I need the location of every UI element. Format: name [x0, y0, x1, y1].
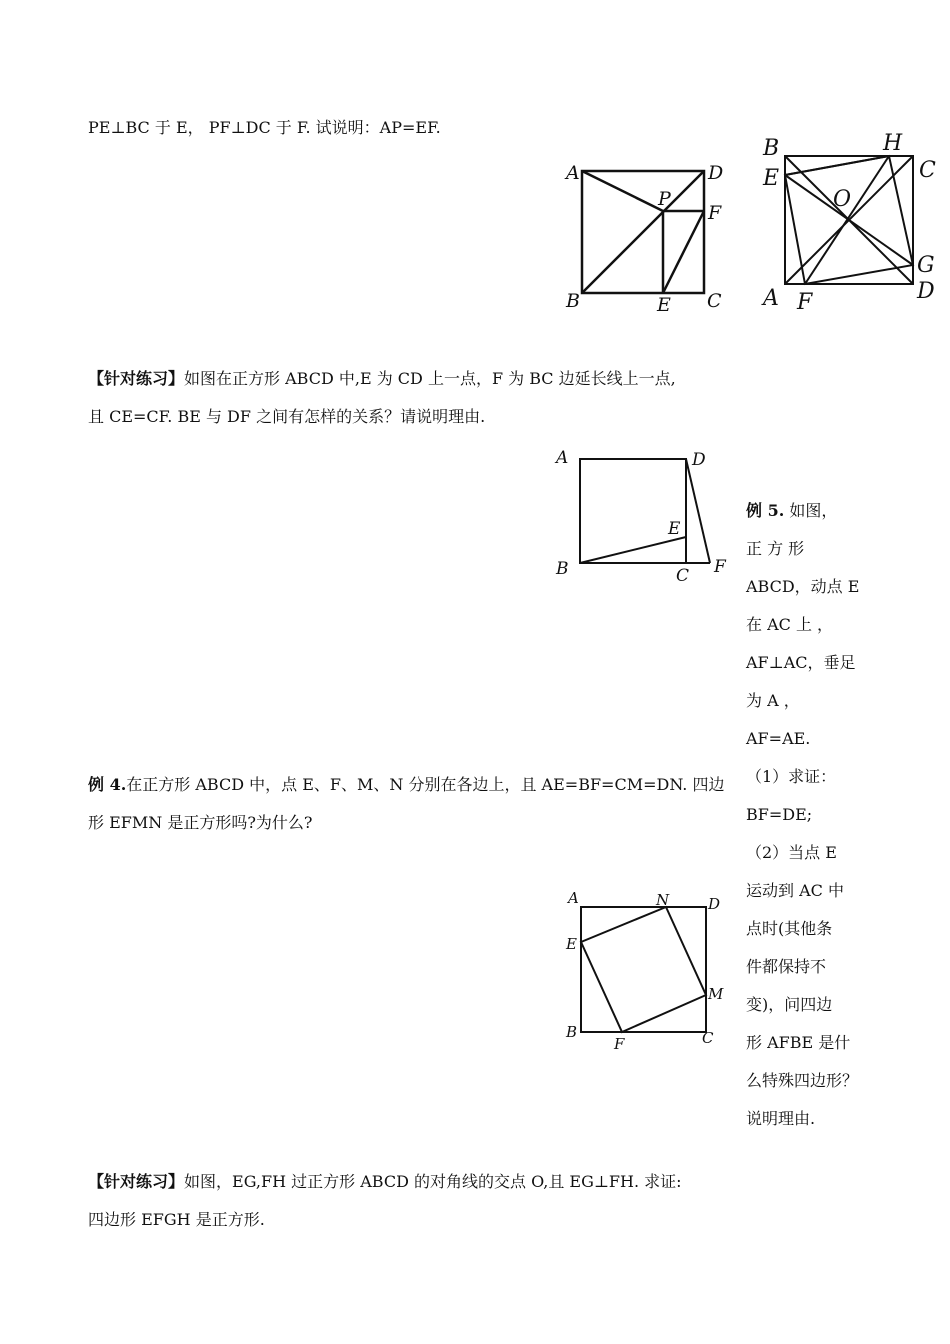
- label-f: F: [614, 1035, 625, 1053]
- label-a: A: [763, 286, 779, 311]
- label-b: B: [763, 136, 780, 161]
- example-5-line: 形 AFBE 是什: [746, 1033, 851, 1052]
- label-c: C: [676, 566, 690, 586]
- example-5-line: 为 A ，: [746, 691, 800, 710]
- example-4-tag: 例 4.: [88, 775, 127, 794]
- label-d: D: [708, 895, 721, 913]
- practice-1-line-1: 【针对练习】如图在正方形 ABCD 中,E 为 CD 上一点，F 为 BC 边延长线上一点,: [88, 369, 676, 388]
- figure-square-efgh: [755, 125, 945, 320]
- label-m: M: [708, 985, 724, 1003]
- example-5-line: 例 5. 如图，: [746, 501, 838, 520]
- example-5-line: 点时(其他条: [746, 919, 833, 938]
- label-b: B: [556, 559, 569, 579]
- label-d: D: [692, 450, 706, 470]
- practice-1-line-2: 且 CE=CF. BE 与 DF 之间有怎样的关系？请说明理由.: [88, 407, 486, 426]
- figure-square-be-df: [548, 440, 738, 590]
- label-a: A: [556, 448, 569, 468]
- label-h: H: [883, 131, 903, 156]
- label-p: P: [658, 188, 671, 210]
- example-5-line: 变)，问四边: [746, 995, 833, 1014]
- label-a: A: [568, 889, 579, 907]
- label-d: D: [708, 162, 724, 184]
- diagonal-bd: [582, 171, 704, 293]
- segment-df: [686, 459, 710, 563]
- segment-ef: [663, 211, 704, 293]
- square-abcd: [581, 907, 706, 1032]
- practice-2-line-1: 【针对练习】如图，EG,FH 过正方形 ABCD 的对角线的交点 O,且 EG⊥FH. 求证:: [88, 1172, 682, 1191]
- label-g: G: [917, 253, 935, 278]
- example-5-line: AF=AE.: [746, 729, 811, 748]
- example-5-line: 件都保持不: [746, 957, 827, 976]
- problem-text-line: PE⊥BC 于 E， PF⊥DC 于 F. 试说明：AP=EF.: [88, 118, 441, 137]
- segment-fh: [805, 156, 889, 284]
- segment-ap: [582, 171, 663, 211]
- label-c: C: [919, 158, 936, 183]
- label-b: B: [566, 1023, 578, 1041]
- quad-efmn: [581, 907, 706, 1032]
- label-e: E: [763, 166, 780, 191]
- example-4-line-2: 形 EFMN 是正方形吗?为什么?: [88, 813, 313, 832]
- example-5-line: ABCD，动点 E: [746, 577, 860, 596]
- figure-square-p: [560, 155, 740, 320]
- practice-2-line-2: 四边形 EFGH 是正方形.: [88, 1210, 265, 1229]
- square-abcd: [580, 459, 686, 563]
- example-5-line: BF=DE;: [746, 805, 813, 824]
- practice-1-tag: 【针对练习】: [88, 369, 185, 388]
- figure-square-efmn: [560, 885, 735, 1055]
- label-o: O: [833, 187, 852, 212]
- example-5-line: 说明理由.: [746, 1109, 816, 1128]
- label-c: C: [707, 290, 722, 312]
- practice-2-tag: 【针对练习】: [88, 1172, 185, 1191]
- label-a: A: [566, 162, 580, 184]
- label-f: F: [797, 290, 813, 315]
- label-e: E: [566, 935, 577, 953]
- example-5-line: 正 方 形: [746, 539, 805, 558]
- segment-be: [580, 537, 686, 563]
- label-f: F: [708, 202, 722, 224]
- example-5-line: （2）当点 E: [746, 843, 837, 862]
- example-5-line: 在 AC 上 ，: [746, 615, 834, 634]
- label-n: N: [656, 891, 670, 909]
- label-b: B: [566, 290, 580, 312]
- label-e: E: [668, 519, 681, 539]
- label-c: C: [702, 1029, 714, 1047]
- example-5-tag: 例 5.: [746, 501, 785, 520]
- label-f: F: [714, 557, 726, 577]
- label-e: E: [657, 294, 671, 316]
- label-d: D: [917, 279, 935, 304]
- example-4-line-1: 例 4.在正方形 ABCD 中，点 E、F、M、N 分别在各边上，且 AE=BF=CM=DN. 四边: [88, 775, 725, 794]
- example-5-line: 么特殊四边形？: [746, 1071, 859, 1090]
- example-5-line: （1）求证：: [746, 767, 837, 786]
- example-5-line: 运动到 AC 中: [746, 881, 844, 900]
- example-5-line: AF⊥AC，垂足: [746, 653, 856, 672]
